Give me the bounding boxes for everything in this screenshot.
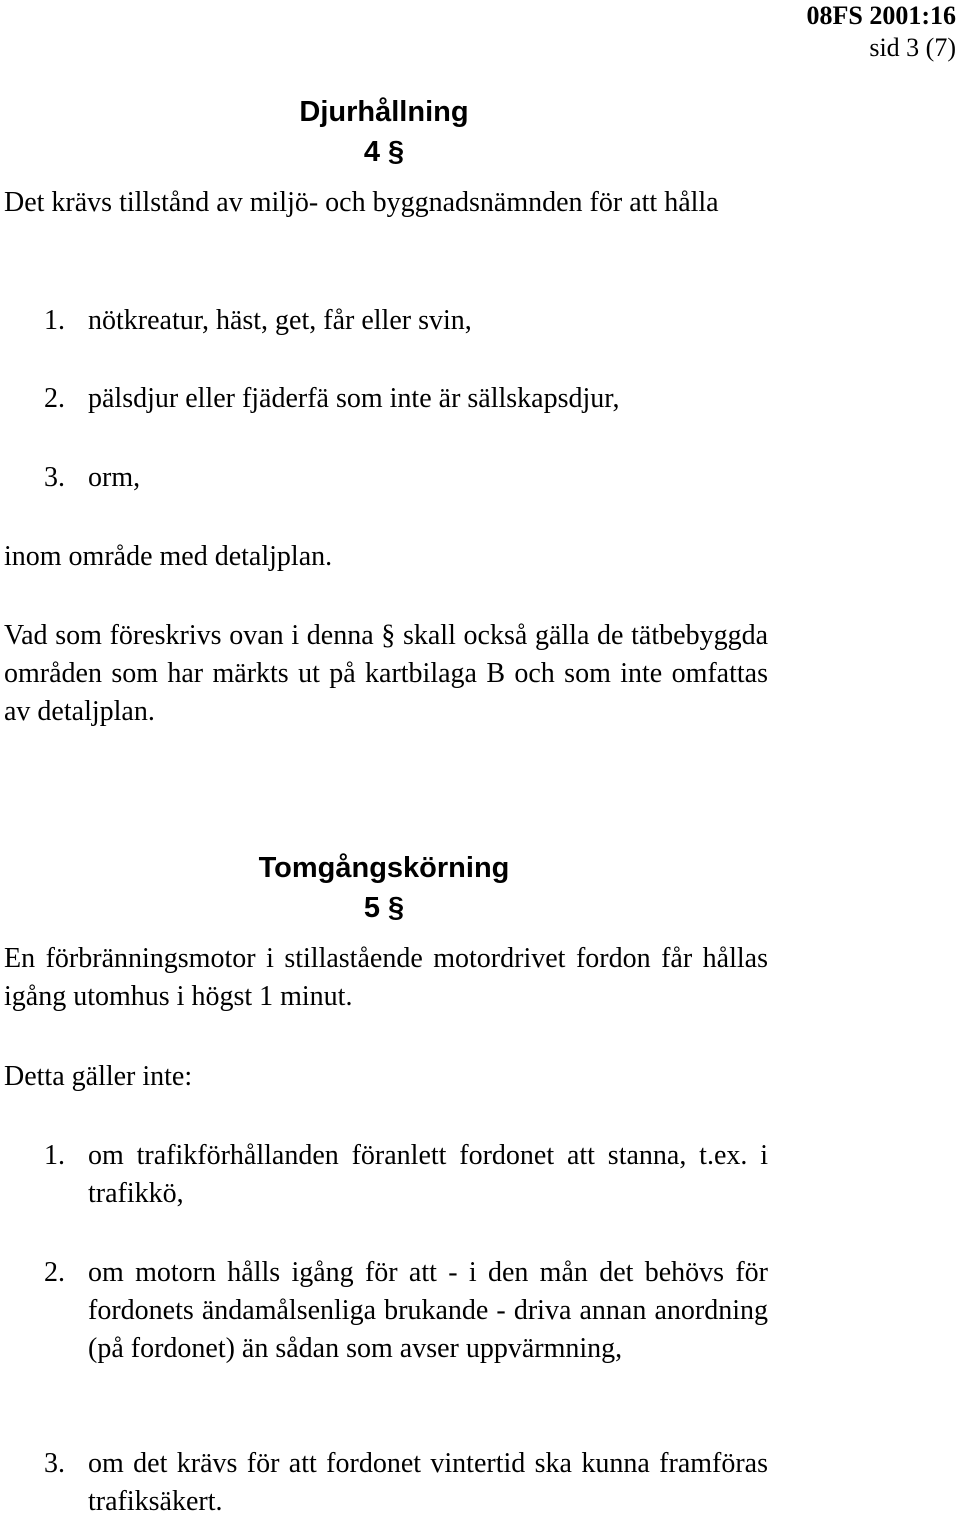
list-item-text: orm,: [88, 462, 141, 493]
list-item-text: pälsdjur eller fjäderfä som inte är sällskapsdjur,: [88, 383, 620, 414]
list-item: [44, 1254, 768, 1368]
list-item-number: 3.: [44, 1448, 65, 1479]
list-item-number: 3.: [44, 462, 65, 493]
section4-intro: Det krävs tillstånd av miljö- och byggnadsnämnden för att hålla: [4, 187, 719, 218]
list-item-number: 1.: [44, 1140, 65, 1171]
list-item-text: om det krävs för att fordonet vintertid ska kunna framföras trafiksäkert.: [88, 1448, 768, 1517]
section-heading-tomgangskorning: Tomgångskörning: [258, 852, 510, 884]
list-item-text: nötkreatur, häst, get, får eller svin,: [88, 305, 472, 336]
section5-rule: En förbränningsmotor i stillastående motordrivet fordon får hållas igång utomhus i högst 1 minut.: [4, 943, 768, 1012]
list-item: [44, 1137, 768, 1213]
document-code: 08FS 2001:16: [806, 1, 956, 30]
list-item-number: 2.: [44, 1257, 65, 1288]
list-item-number: 2.: [44, 383, 65, 414]
list-item-text: om motorn hålls igång för att - i den mån det behövs för fordonets ändamålsenliga brukande - driva annan anordning (på fordonet) än sådan som avser uppvärmning,: [88, 1257, 768, 1364]
list-item: [44, 1445, 768, 1521]
section-heading-djurhallning: Djurhållning: [299, 96, 469, 128]
section5-exceptions-intro: Detta gäller inte:: [4, 1061, 193, 1092]
section4-closing: inom område med detaljplan.: [4, 541, 333, 572]
list-item: [44, 302, 768, 340]
list-item-text: om trafikförhållanden föranlett fordonet att stanna, t.ex. i trafikkö,: [88, 1140, 768, 1209]
list-item: [44, 380, 768, 418]
paragraph-number-4: 4 §: [363, 136, 405, 168]
paragraph-number-5: 5 §: [363, 892, 405, 924]
list-item: [44, 459, 768, 497]
list-item-number: 1.: [44, 305, 65, 336]
document-header: [807, 0, 957, 64]
section4-extra-paragraph: Vad som föreskrivs ovan i denna § skall också gälla de tätbebyggda områden som har märkts ut på kartbilaga B och som inte omfattas av detaljplan.: [4, 620, 768, 727]
page-number: sid 3 (7): [869, 33, 956, 62]
